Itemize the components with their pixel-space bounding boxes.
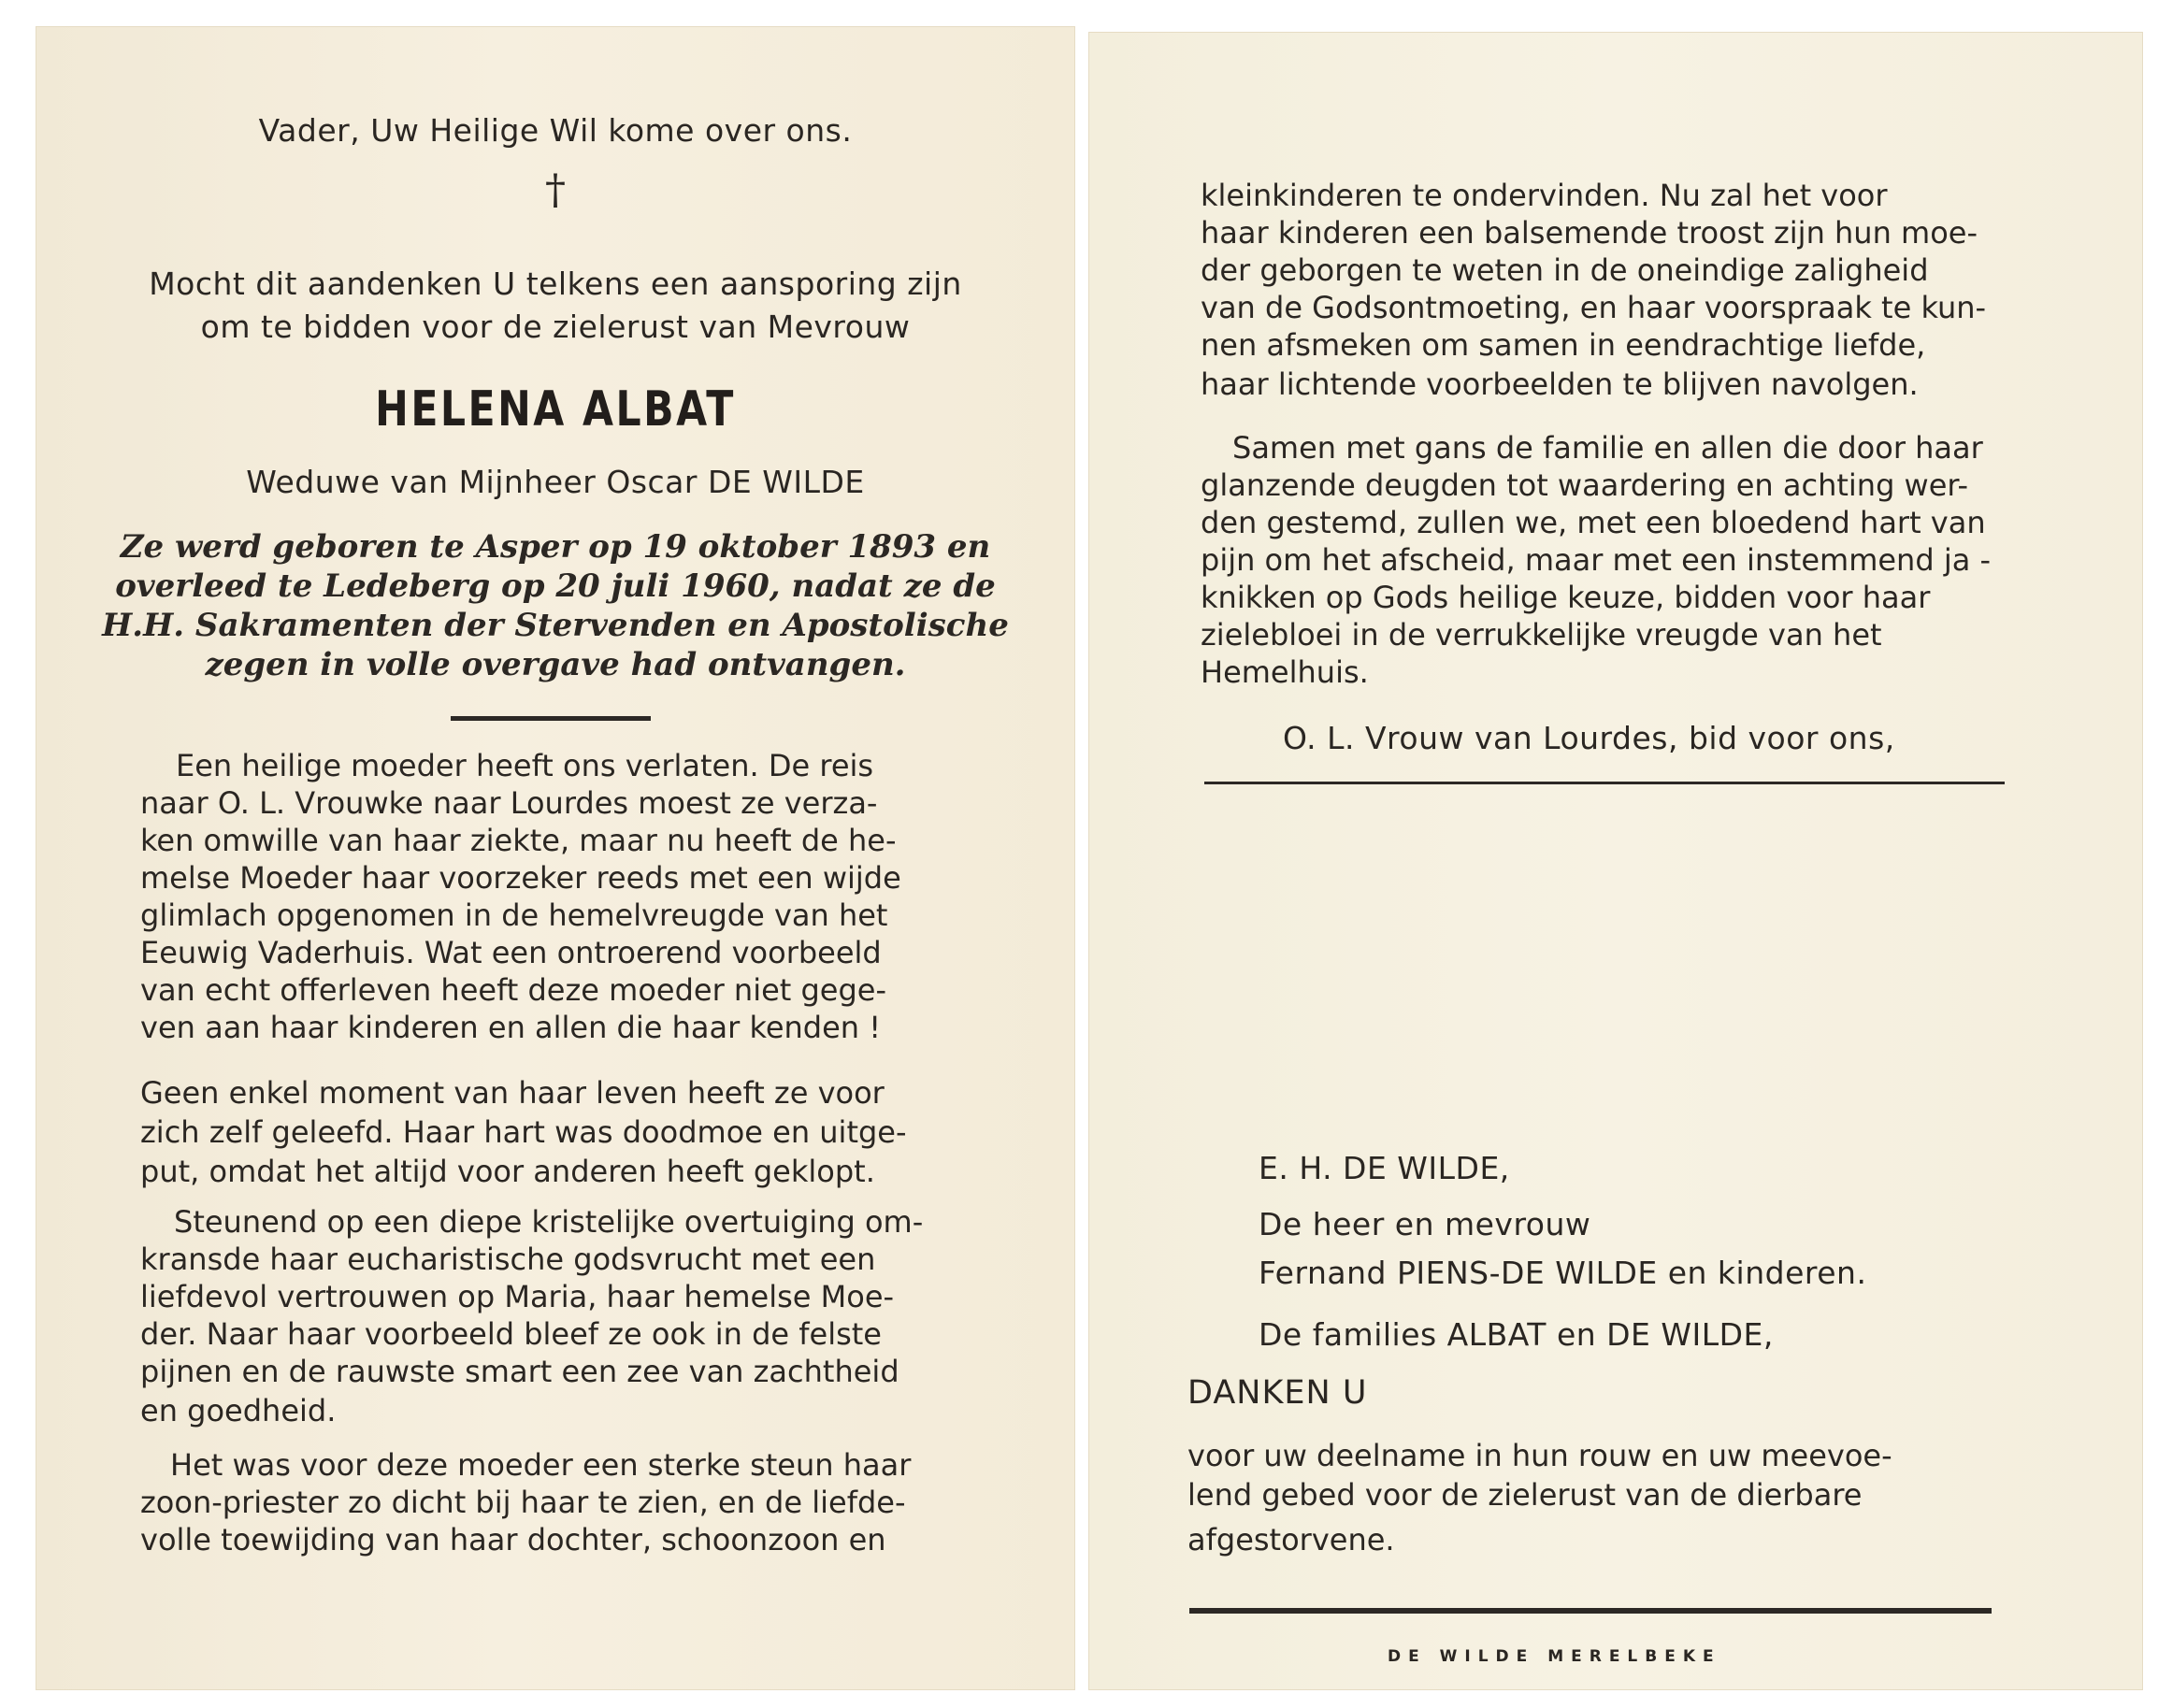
rp2-line-6: zielebloei in de verrukkelijke vreugde van het	[1201, 617, 1882, 653]
p1-line-7: van echt offerleven heeft deze moeder niet gege-	[140, 972, 887, 1008]
divider-rule	[451, 716, 651, 721]
birth-death-line-3: H.H. Sakramenten der Stervenden en Apostolische	[102, 607, 1009, 644]
rp2-line-1: Samen met gans de familie en allen die door haar	[1232, 430, 1983, 466]
printer-imprint: DE WILDE MERELBEKE	[1388, 1647, 1721, 1666]
p4-line-2: zoon-priester zo dicht bij haar te zien, en de liefde-	[140, 1485, 906, 1520]
opening-prayer: Vader, Uw Heilige Wil kome over ons.	[258, 112, 853, 149]
thanks-line-2: lend gebed voor de zielerust van de dierbare	[1187, 1477, 1863, 1513]
rp1-line-3: der geborgen te weten in de oneindige zaligheid	[1201, 252, 1929, 288]
family-line-1: E. H. DE WILDE,	[1259, 1150, 1510, 1186]
birth-death-line-1: Ze werd geboren te Asper op 19 oktober 1893 en	[120, 528, 991, 566]
thanks-line-3: afgestorvene.	[1187, 1522, 1395, 1557]
rp2-line-3: den gestemd, zullen we, met een bloedend hart van	[1201, 505, 1986, 540]
p3-line-6: en goedheid.	[140, 1393, 337, 1428]
intro-line-2: om te bidden voor de zielerust van Mevrouw	[200, 309, 911, 345]
p1-line-3: ken omwille van haar ziekte, maar nu heeft de he-	[140, 823, 897, 858]
widow-of: Weduwe van Mijnheer Oscar DE WILDE	[246, 464, 865, 500]
right-divider-rule	[1204, 782, 2005, 784]
p3-line-5: pijnen en de rauwste smart een zee van zachtheid	[140, 1354, 899, 1389]
p3-line-2: kransde haar eucharistische godsvrucht met een	[140, 1242, 876, 1277]
rp2-line-5: knikken op Gods heilige keuze, bidden voor haar	[1201, 580, 1931, 615]
cross-symbol: †	[545, 166, 566, 214]
invocation: O. L. Vrouw van Lourdes, bid voor ons,	[1283, 720, 1895, 756]
thanks-line-1: voor uw deelname in hun rouw en uw meevoe-	[1187, 1438, 1892, 1473]
p2-line-1: Geen enkel moment van haar leven heeft ze voor	[140, 1075, 885, 1111]
p4-line-3: volle toewijding van haar dochter, schoonzoon en	[140, 1522, 886, 1557]
rp2-line-7: Hemelhuis.	[1201, 654, 1369, 690]
rp2-line-4: pijn om het afscheid, maar met een instemmend ja -	[1201, 542, 1992, 578]
family-line-4: De families ALBAT en DE WILDE,	[1259, 1316, 1774, 1353]
p1-line-4: melse Moeder haar voorzeker reeds met een wijde	[140, 860, 901, 896]
family-line-3: Fernand PIENS-DE WILDE en kinderen.	[1259, 1255, 1867, 1291]
birth-death-line-2: overleed te Ledeberg op 20 juli 1960, nadat ze de	[115, 567, 996, 605]
rp1-line-4: van de Godsontmoeting, en haar voorspraak te kun-	[1201, 290, 1987, 325]
p1-line-6: Eeuwig Vaderhuis. Wat een ontroerend voorbeeld	[140, 935, 882, 970]
rp1-line-1: kleinkinderen te ondervinden. Nu zal het voor	[1201, 178, 1888, 213]
p1-line-2: naar O. L. Vrouwke naar Lourdes moest ze verza-	[140, 785, 878, 821]
p1-line-5: glimlach opgenomen in de hemelvreugde van het	[140, 897, 888, 933]
p3-line-3: liefdevol vertrouwen op Maria, haar hemelse Moe-	[140, 1279, 895, 1314]
intro-line-1: Mocht dit aandenken U telkens een aansporing zijn	[149, 266, 962, 302]
p2-line-3: put, omdat het altijd voor anderen heeft geklopt.	[140, 1154, 875, 1189]
p4-line-1: Het was voor deze moeder een sterke steun haar	[170, 1447, 912, 1483]
rp1-line-2: haar kinderen een balsemende troost zijn hun moe-	[1201, 215, 1978, 251]
p1-line-1: Een heilige moeder heeft ons verlaten. De reis	[176, 748, 874, 783]
family-line-2: De heer en mevrouw	[1259, 1206, 1591, 1242]
birth-death-line-4: zegen in volle overgave had ontvangen.	[205, 646, 906, 683]
p1-line-8: ven aan haar kinderen en allen die haar kenden !	[140, 1010, 882, 1045]
deceased-name: HELENA ALBAT	[375, 381, 736, 438]
p3-line-1: Steunend op een diepe kristelijke overtuiging om-	[174, 1204, 924, 1240]
rp1-line-5: nen afsmeken om samen in eendrachtige liefde,	[1201, 327, 1926, 363]
rp2-line-2: glanzende deugden tot waardering en achting wer-	[1201, 467, 1969, 503]
rp1-line-6: haar lichtende voorbeelden te blijven navolgen.	[1201, 366, 1919, 402]
bottom-rule	[1189, 1608, 1992, 1614]
p2-line-2: zich zelf geleefd. Haar hart was doodmoe en uitge-	[140, 1114, 907, 1150]
p3-line-4: der. Naar haar voorbeeld bleef ze ook in de felste	[140, 1316, 882, 1352]
thanks-heading: DANKEN U	[1187, 1374, 1368, 1412]
